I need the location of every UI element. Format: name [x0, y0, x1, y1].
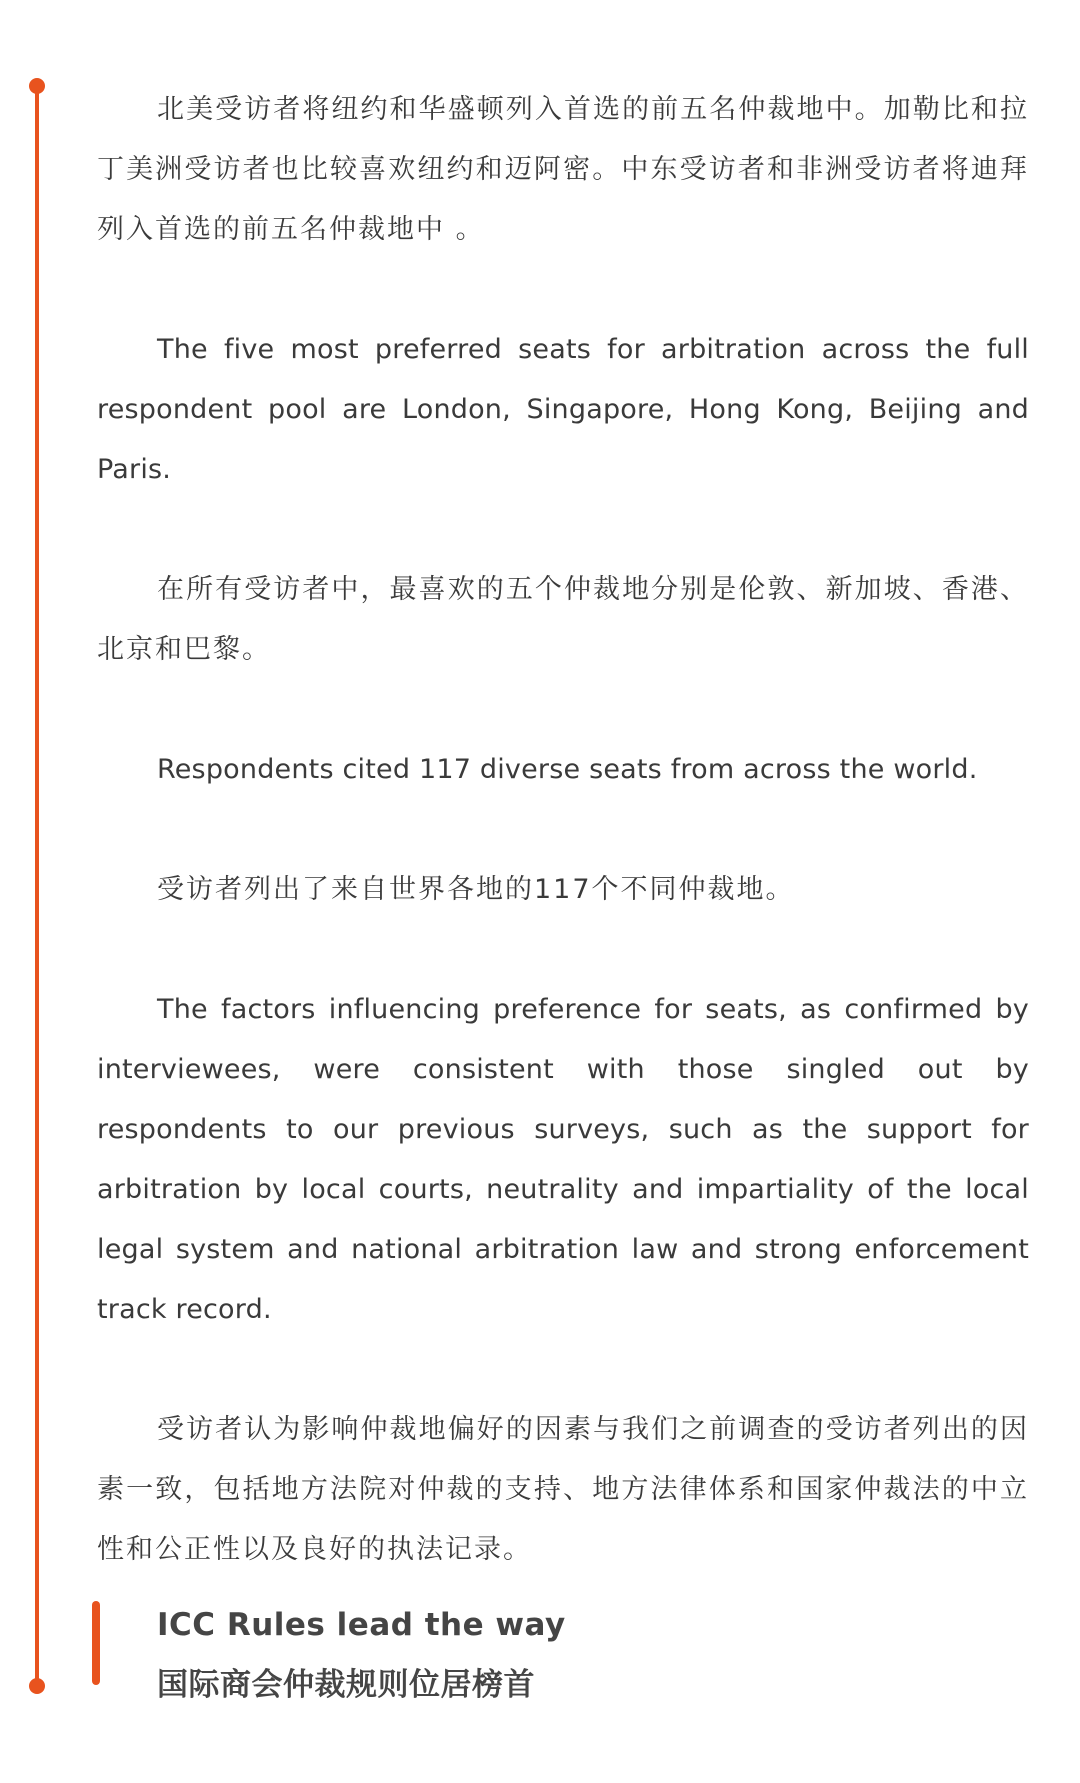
paragraph-preferred-seats-zh: 在所有受访者中，最喜欢的五个仲裁地分别是伦敦、新加坡、香港、北京和巴黎。 [97, 574, 1029, 665]
paragraph-diverse-seats-en: Respondents cited 117 diverse seats from across the world. [157, 754, 978, 785]
paragraph-factors-en: The factors influencing preference for seats, as confirmed by interviewees, were consistent with those singled out by respondents to our previous surveys, such as the support for arbitration by local courts, neutrality and impartiality of the local legal system and national arbitration law and strong enforcement track record. [97, 994, 1029, 1325]
section-heading-zh: 国际商会仲裁规则位居榜首 [157, 1667, 535, 1703]
heading-accent-bar [92, 1601, 100, 1685]
section-heading-en: ICC Rules lead the way [157, 1607, 566, 1643]
article-body [97, 80, 1029, 1640]
section-heading [97, 1595, 1029, 1715]
paragraph-factors-zh: 受访者认为影响仲裁地偏好的因素与我们之前调查的受访者列出的因素一致，包括地方法院对仲裁的支持、地方法律体系和国家仲裁法的中立性和公正性以及良好的执法记录。 [97, 1414, 1029, 1565]
paragraph-diverse-seats-zh: 受访者列出了来自世界各地的117个不同仲裁地。 [157, 874, 795, 905]
timeline-dot-bottom [29, 1678, 45, 1694]
timeline-line [35, 86, 39, 1686]
paragraph-preferred-seats-en: The five most preferred seats for arbitration across the full respondent pool are London, Singapore, Hong Kong, Beijing and Paris. [97, 334, 1029, 485]
paragraph-north-america-zh: 北美受访者将纽约和华盛顿列入首选的前五名仲裁地中。加勒比和拉丁美洲受访者也比较喜欢纽约和迈阿密。中东受访者和非洲受访者将迪拜列入首选的前五名仲裁地中 。 [97, 94, 1029, 245]
timeline-dot-top [29, 78, 45, 94]
